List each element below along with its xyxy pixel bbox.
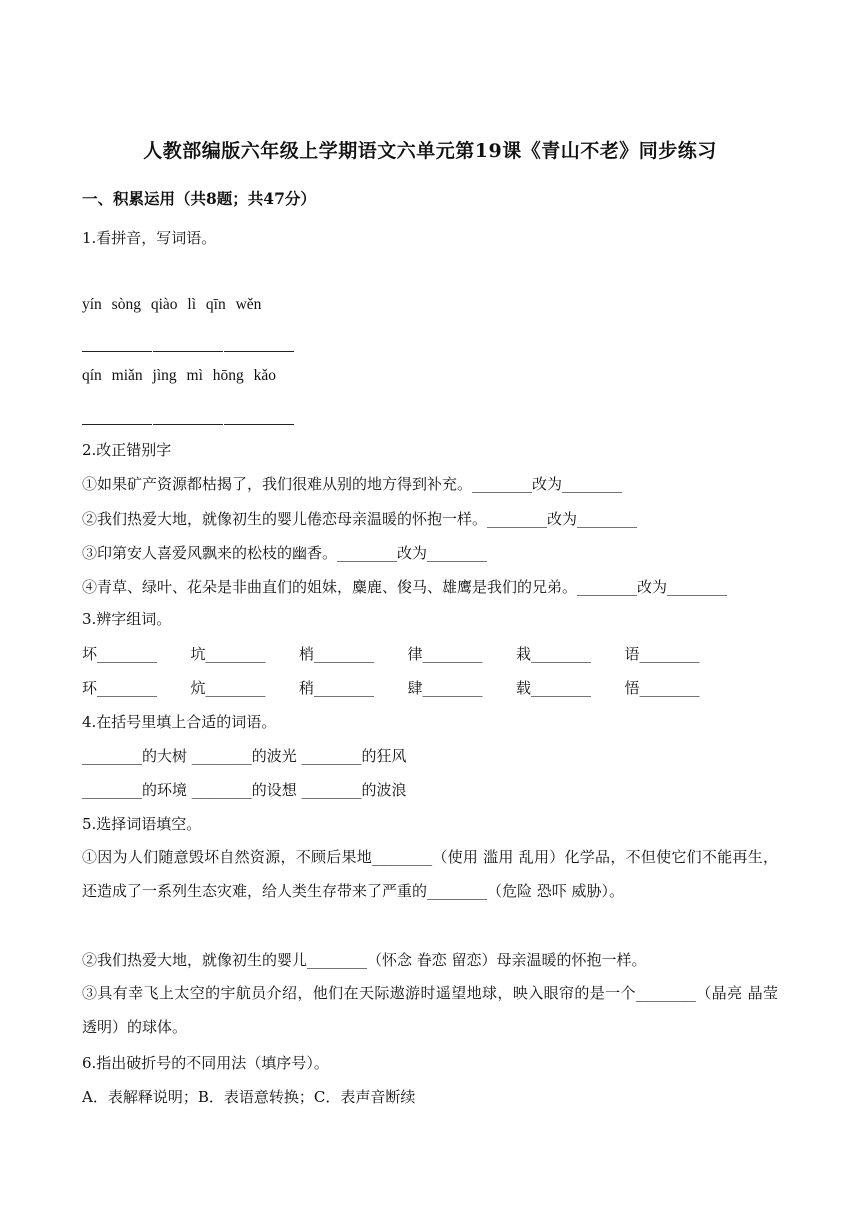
question-4-stem: 4.在括号里填上合适的词语。 <box>82 713 277 731</box>
answer-blank[interactable] <box>224 423 294 425</box>
word-group-item: 环________ <box>82 679 158 697</box>
question-2-stem: 2.改正错别字 <box>82 441 172 459</box>
word-group-item: 坑________ <box>190 645 266 663</box>
answer-blanks-row-1[interactable] <box>82 350 295 352</box>
question-5-item-3: ③具有幸飞上太空的宇航员介绍，他们在天际遨游时遥望地球，映入眼帘的是一个________（晶亮 晶莹 透明）的球体。 <box>82 984 778 1036</box>
question-1-stem: 1.看拼音，写词语。 <box>82 229 217 247</box>
word-group-item: 炕________ <box>190 679 266 697</box>
question-6-stem: 6.指出破折号的不同用法（填序号）。 <box>82 1054 329 1072</box>
question-2-item-2: ②我们热爱大地，就像初生的婴儿倦恋母亲温暖的怀抱一样。________改为________ <box>82 510 638 528</box>
pinyin-row-1: yín sòng qiào lì qīn wěn <box>82 296 262 313</box>
word-group-row-2 <box>82 677 733 698</box>
word-group-item: 律________ <box>407 645 483 663</box>
word-group-item: 栽________ <box>516 645 592 663</box>
pinyin-row-2: qín miǎn jìng mì hōng kǎo <box>82 367 277 384</box>
answer-blank[interactable] <box>153 423 223 425</box>
question-2-item-4: ④青草、绿叶、花朵是非曲直们的姐妹，麋鹿、俊马、雄鹰是我们的兄弟。________改为________ <box>82 578 728 596</box>
answer-blank[interactable] <box>82 350 152 352</box>
answer-blank[interactable] <box>224 350 294 352</box>
answer-blanks-row-2[interactable] <box>82 423 295 425</box>
word-group-item: 语________ <box>624 645 700 663</box>
word-group-item: 悟________ <box>624 679 700 697</box>
word-group-item: 载________ <box>516 679 592 697</box>
question-5-item-1: ①因为人们随意毁坏自然资源，不顾后果地________（使用 滥用 乱用）化学品，不但使它们不能再生，还造成了一系列生态灾难，给人类生存带来了严重的________（危险 恐吓 威胁）。 <box>82 848 778 900</box>
page-title: 人教部编版六年级上学期语文六单元第19课《青山不老》同步练习 <box>143 140 717 162</box>
word-group-item: 梢________ <box>299 645 375 663</box>
word-group-row-1 <box>82 643 733 664</box>
question-4-row-2: ________的环境 ________的设想 ________的波浪 <box>82 781 407 799</box>
question-5-stem: 5.选择词语填空。 <box>82 815 202 833</box>
section-heading: 一、积累运用（共8题；共47分） <box>82 189 316 208</box>
answer-blank[interactable] <box>153 350 223 352</box>
word-group-item: 稍________ <box>299 679 375 697</box>
word-group-item: 坏________ <box>82 645 158 663</box>
question-2-item-1: ①如果矿产资源都枯揭了，我们很难从别的地方得到补充。________改为________ <box>82 475 623 493</box>
word-group-item: 肆________ <box>407 679 483 697</box>
question-6-options: A．表解释说明；B．表语意转换；C．表声音断续 <box>82 1088 416 1106</box>
answer-blank[interactable] <box>82 423 152 425</box>
question-5-item-2: ②我们热爱大地，就像初生的婴儿________（怀念 眷恋 留恋）母亲温暖的怀抱一样。 <box>82 951 647 969</box>
question-2-item-3: ③印第安人喜爱风飘来的松枝的幽香。________改为________ <box>82 544 488 562</box>
question-3-stem: 3.辨字组词。 <box>82 610 172 628</box>
question-4-row-1: ________的大树 ________的波光 ________的狂风 <box>82 747 407 765</box>
